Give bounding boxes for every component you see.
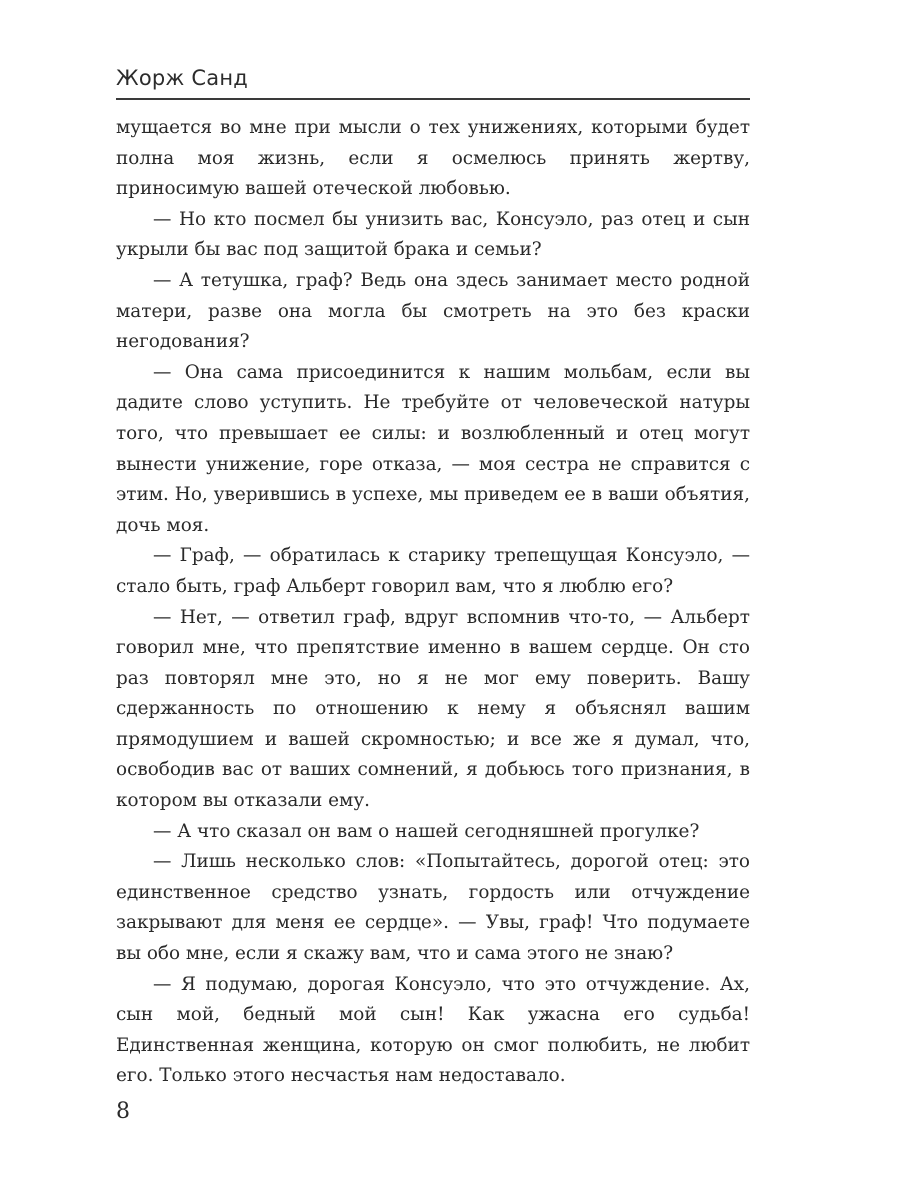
running-header (116, 64, 750, 100)
paragraph: — Она сама присоединится к нашим мольбам, если вы дадите слово уступить. Не требуйте от человеческой натуры того, что превышает ее силы: и возлюбленный и отец могут вынести унижение, горе отказа, — моя сестра не справится с этим. Но, уверившись в успехе, мы приведем ее в ваши объятия, дочь моя. (116, 361, 750, 536)
page-number: 8 (116, 1099, 130, 1124)
paragraph: — Граф, — обратилась к старику трепещущая Консуэло, — стало быть, граф Альберт говорил вам, что я люблю его? (116, 545, 750, 597)
paragraph: — А что сказал он вам о нашей сегодняшней прогулке? (153, 820, 700, 842)
running-title: Жорж Санд (116, 66, 248, 90)
paragraph: мущается во мне при мысли о тех унижениях, которыми будет полна моя жизнь, если я осмелюсь принять жертву, приносимую вашей отеческой любовью. (116, 117, 750, 200)
paragraph: — Нет, — ответил граф, вдруг вспомнив что-то, — Альберт говорил мне, что препятствие именно в вашем сердце. Он сто раз повторял мне это, но я не мог ему поверить. Вашу сдержанность по отношению к нему я объяснял вашим прямодушием и вашей скромностью; и все же я думал, что, освободив вас от ваших сомнений, я добьюсь того признания, в котором вы отказали ему. (116, 606, 750, 812)
paragraph: — Лишь несколько слов: «Попытайтесь, дорогой отец: это единственное средство узнать, гордость или отчуждение закрывают для меня ее сердце». — Увы, граф! Что подумаете вы обо мне, если я скажу вам, что и сама этого не знаю? (116, 851, 750, 965)
paragraph: — Но кто посмел бы унизить вас, Консуэло, раз отец и сын укрыли бы вас под защитой брака и семьи? (116, 208, 750, 261)
page-body-text (116, 113, 750, 1092)
paragraph: — А тетушка, граф? Ведь она здесь занимает место родной матери, разве она могла бы смотреть на это без краски негодования? (116, 269, 750, 353)
paragraph: — Я подумаю, дорогая Консуэло, что это отчуждение. Ах, сын мой, бедный мой сын! Как ужасна его судьба! Единственная женщина, которую он смог полюбить, не любит его. Только этого несчастья нам недоставало. (116, 973, 750, 1087)
